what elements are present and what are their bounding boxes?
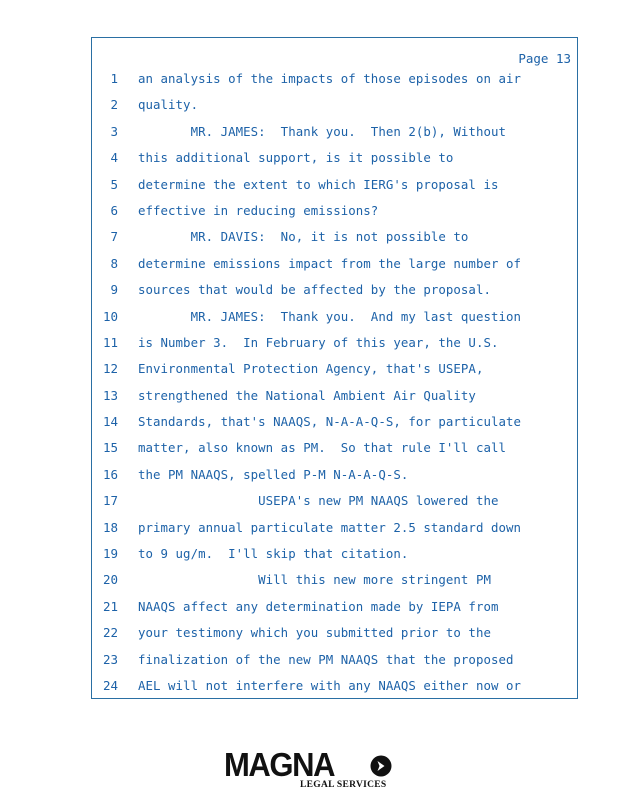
transcript-line (92, 599, 577, 625)
transcript-line (92, 572, 577, 598)
line-text: Standards, that's NAAQS, N-A-A-Q-S, for particulate (138, 414, 521, 430)
line-number: 15 (102, 440, 118, 456)
line-number: 3 (110, 123, 118, 139)
line-number: 12 (102, 361, 118, 377)
line-number: 24 (102, 677, 118, 693)
transcript-line (92, 388, 577, 414)
transcript-line (92, 546, 577, 572)
line-text: determine the extent to which IERG's proposal is (138, 176, 499, 192)
transcript-line (92, 71, 577, 97)
line-number: 14 (102, 414, 118, 430)
logo-subtitle: LEGAL SERVICES (300, 780, 387, 790)
transcript-line (92, 256, 577, 282)
line-number: 9 (110, 282, 118, 298)
line-number: 2 (110, 97, 118, 113)
transcript-line (92, 678, 577, 704)
magna-logo (224, 747, 396, 793)
line-number: 5 (110, 176, 118, 192)
line-number: 13 (102, 387, 118, 403)
line-number: 4 (110, 150, 118, 166)
line-text: is Number 3. In February of this year, the U.S. (138, 334, 499, 350)
line-text: this additional support, is it possible to (138, 150, 454, 166)
line-text: matter, also known as PM. So that rule I'll call (138, 440, 506, 456)
line-number: 11 (102, 334, 118, 350)
line-text: MR. JAMES: Thank you. And my last question (138, 308, 521, 324)
transcript-line (92, 467, 577, 493)
line-text: the PM NAAQS, spelled P-M N-A-A-Q-S. (138, 466, 409, 482)
line-number: 7 (110, 229, 118, 245)
line-number: 10 (102, 308, 118, 324)
line-number: 6 (110, 202, 118, 218)
transcript-line (92, 309, 577, 335)
transcript-line (92, 493, 577, 519)
transcript-line (92, 335, 577, 361)
transcript-line (92, 229, 577, 255)
arrow-right-circle-icon (370, 755, 392, 777)
transcript-line (92, 124, 577, 150)
transcript-line (92, 652, 577, 678)
line-number: 1 (110, 71, 118, 86)
line-number: 17 (102, 493, 118, 509)
line-text: your testimony which you submitted prior to the (138, 625, 491, 641)
transcript-line (92, 361, 577, 387)
line-text: Will this new more stringent PM (138, 572, 491, 588)
transcript-line (92, 150, 577, 176)
line-text: effective in reducing emissions? (138, 202, 379, 218)
line-text: primary annual particulate matter 2.5 standard down (138, 519, 521, 535)
line-text: an analysis of the impacts of those episodes on air (138, 71, 521, 86)
line-text: MR. DAVIS: No, it is not possible to (138, 229, 469, 245)
transcript-line (92, 625, 577, 651)
line-number: 20 (102, 572, 118, 588)
transcript-line (92, 282, 577, 308)
transcript-line (92, 177, 577, 203)
line-text: finalization of the new PM NAAQS that the proposed (138, 651, 514, 667)
line-number: 21 (102, 598, 118, 614)
line-number: 22 (102, 625, 118, 641)
page-number: Page 13 (518, 51, 571, 66)
line-text: NAAQS affect any determination made by IEPA from (138, 598, 499, 614)
transcript-line (92, 520, 577, 546)
line-text: strengthened the National Ambient Air Quality (138, 387, 476, 403)
line-text: USEPA's new PM NAAQS lowered the (138, 493, 499, 509)
line-text: Environmental Protection Agency, that's USEPA, (138, 361, 484, 377)
line-text: sources that would be affected by the proposal. (138, 282, 491, 298)
line-number: 18 (102, 519, 118, 535)
line-text: to 9 ug/m. I'll skip that citation. (138, 546, 409, 562)
transcript-line (92, 203, 577, 229)
line-number: 19 (102, 546, 118, 562)
line-number: 8 (110, 255, 118, 271)
line-text: AEL will not interfere with any NAAQS either now or (138, 677, 521, 693)
transcript-lines (92, 71, 577, 704)
line-text: quality. (138, 97, 199, 113)
transcript-page (91, 37, 578, 699)
line-text: MR. JAMES: Thank you. Then 2(b), Without (138, 123, 506, 139)
transcript-line (92, 440, 577, 466)
line-number: 23 (102, 651, 118, 667)
line-number: 16 (102, 466, 118, 482)
logo-wordmark: MAGNA (224, 746, 335, 783)
transcript-line (92, 97, 577, 123)
transcript-line (92, 414, 577, 440)
line-text: determine emissions impact from the large number of (138, 255, 521, 271)
